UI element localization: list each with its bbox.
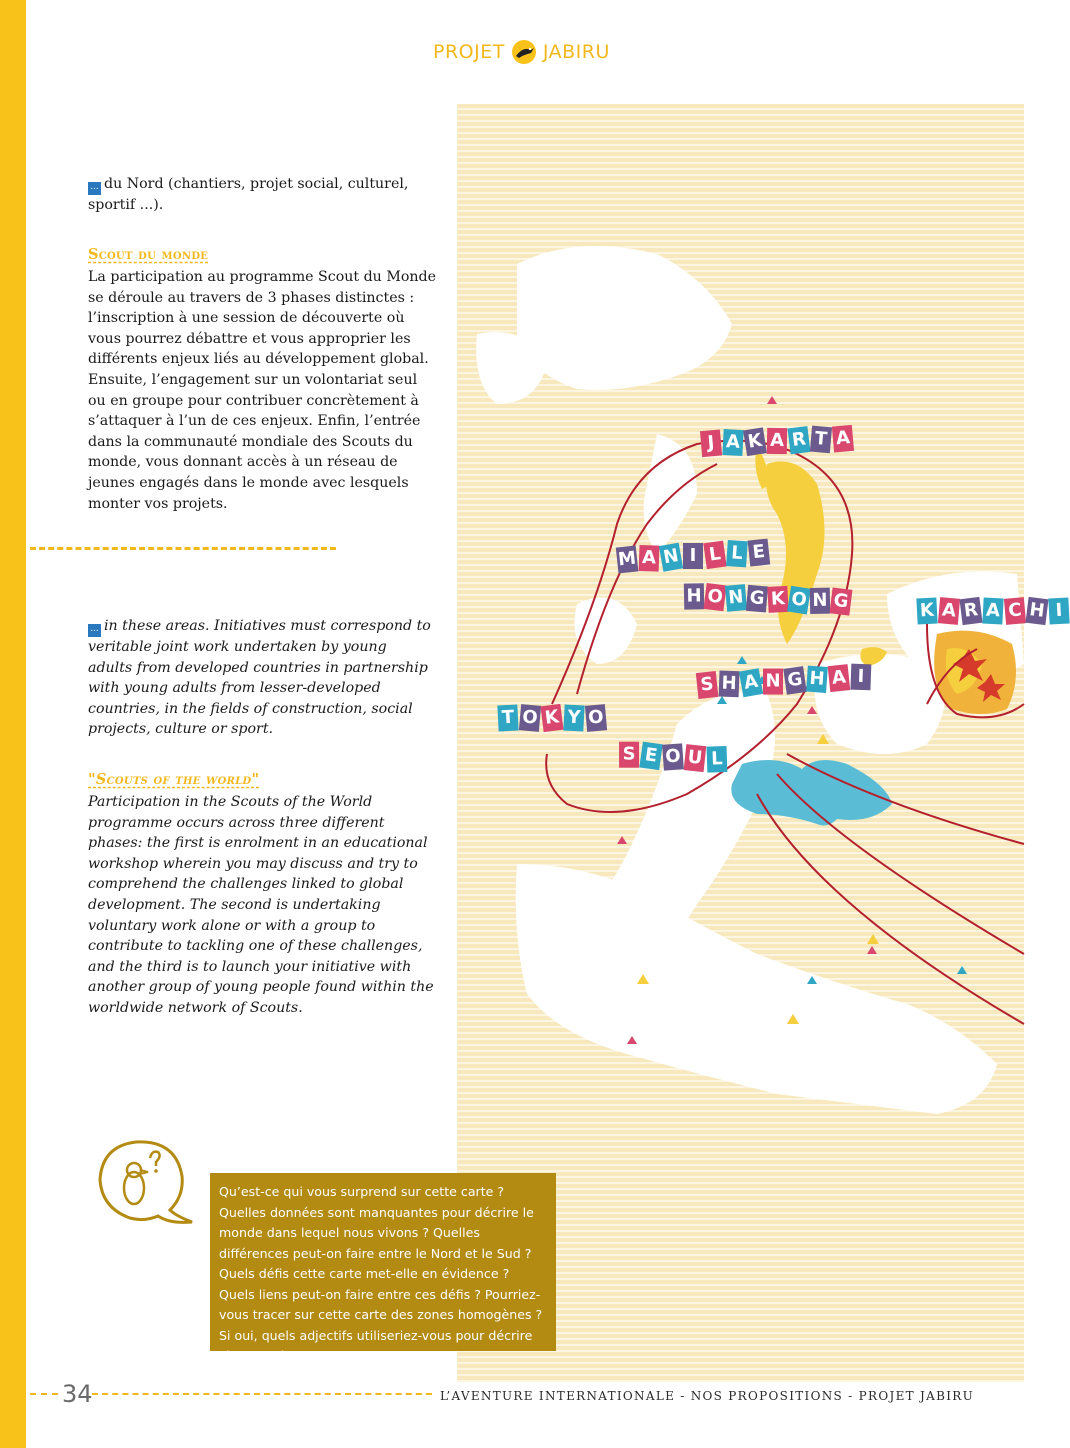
city-letter-tile: S (619, 742, 639, 768)
city-letter-tile: G (829, 587, 852, 615)
city-letter-tile: A (639, 545, 660, 572)
city-letter-tile: A (828, 664, 851, 692)
city-letter-tile: H (806, 666, 828, 693)
city-letter-tile: A (938, 597, 960, 625)
city-letter-tile: Y (563, 704, 584, 731)
city-letter-tile: N (725, 584, 747, 612)
en-section-heading: "Scouts of the world" (88, 771, 260, 788)
city-letter-tile: C (1004, 597, 1026, 625)
city-letter-tile: M (616, 545, 639, 573)
text-marker: ... (88, 182, 101, 195)
city-letter-tile: A (739, 668, 763, 697)
city-letter-tile: O (787, 586, 811, 615)
fr-intro-text: du Nord (chantiers, projet social, culturel, sportif ...). (88, 176, 409, 213)
header-left-text: PROJET (433, 41, 505, 63)
city-letter-tile: E (748, 539, 771, 567)
city-letter-tile: T (497, 704, 518, 731)
fr-section (88, 246, 438, 514)
left-accent-bar (0, 0, 26, 1448)
city-label-seoul (618, 741, 727, 773)
city-letter-tile: G (783, 666, 806, 695)
jabiru-bird-logo (511, 38, 537, 66)
city-letter-tile: N (763, 669, 783, 695)
city-letter-tile: A (767, 428, 787, 454)
fr-intro (88, 174, 438, 216)
en-section (88, 771, 436, 1019)
text-marker: ... (88, 624, 101, 637)
city-letter-tile: K (767, 586, 788, 613)
city-letter-tile: A (982, 597, 1003, 624)
footer-dashed-line (92, 1393, 432, 1398)
city-label-tokyo (498, 705, 606, 731)
city-letter-tile: U (684, 744, 707, 772)
city-letter-tile: K (540, 704, 563, 732)
city-letter-tile: N (659, 543, 683, 572)
discussion-questions-text: Qu’est-ce qui vous surprend sur cette carte ? Quelles données sont manquantes pour décrire le monde dans lequel nous vivons ? Quelles différences peut-on faire entre le Nord et le Sud ? Quels défis cette carte met-elle en évidence ? Quels liens peut-on faire entre ces défis ? Pourriez-vous tracer sur cette carte des zones homogènes ? Si oui, quels adjectifs utiliseriez-vous pour décrire chacune de ces zones ? (219, 1184, 543, 1363)
city-letter-tile: L (726, 540, 748, 567)
city-letter-tile: L (703, 541, 726, 570)
fr-section-heading: Scout du monde (88, 246, 209, 263)
city-letter-tile: K (743, 427, 767, 456)
city-letter-tile: O (585, 704, 607, 732)
city-letter-tile: I (1048, 597, 1069, 624)
city-letter-tile: R (959, 597, 982, 625)
city-letter-tile: H (1025, 597, 1048, 625)
en-intro (88, 616, 433, 740)
city-label-jakarta (701, 425, 854, 456)
fr-section-body: La participation au programme Scout du Monde se déroule au travers de 3 phases distinctes : l’inscription à une session de découverte où vous pourrez débattre et vous approprier les différents enjeux liés au développement global. Ensuite, l’engagement sur un volontariat seul ou en groupe pour contribuer concrètement à s’attaquer à l’un de ces enjeux. Enfin, l’entrée dans la communauté mondiale des Scouts du monde, vous donnant accès à un réseau de jeunes engagés dans le monde avec lesquels monter vos projets. (88, 269, 437, 512)
city-letter-tile: K (916, 597, 937, 624)
thinking-bird-icon (96, 1136, 206, 1231)
discussion-questions-box (210, 1173, 556, 1363)
city-letter-tile: R (787, 426, 810, 454)
en-section-body: Participation in the Scouts of the World programme occurs across three different phases: the first is enrolment in an educational workshop wherein you may discuss and try to comprehend the challenges linked to global development. The second is undertaking voluntary work alone or with a group to contribute to tackling one of these challenges, and the third is to launch your initiative with another group of young people found within the worldwide network of Scouts. (88, 794, 434, 1016)
city-letter-tile: N (810, 588, 830, 614)
city-letter-tile: A (832, 425, 854, 453)
en-intro-text: in these areas. Initiatives must correspond to veritable joint work undertaken by young adults from developed countries in partnership with young adults from lesser-developed countries, in the fields of construction, social projects, culture or sport. (88, 618, 431, 738)
footer-title: L’AVENTURE INTERNATIONALE - NOS PROPOSITIONS - PROJET JABIRU (440, 1389, 975, 1403)
city-letter-tile: T (810, 426, 832, 454)
city-letter-tile: O (662, 743, 684, 770)
city-letter-tile: I (850, 664, 871, 691)
city-letter-tile: I (683, 543, 703, 569)
section-divider (30, 547, 336, 554)
city-letter-tile: O (704, 583, 727, 611)
page-number: 34 (62, 1380, 93, 1408)
city-letter-tile: G (746, 585, 768, 613)
city-letter-tile: J (700, 429, 722, 457)
city-letter-tile: H (719, 671, 740, 698)
city-letter-tile: E (639, 742, 662, 771)
city-letter-tile: L (706, 746, 727, 773)
city-letter-tile: H (684, 583, 704, 609)
city-letter-tile: A (722, 429, 743, 456)
city-letter-tile: S (696, 671, 719, 699)
header-right-text: JABIRU (542, 41, 610, 63)
city-letter-tile: O (519, 704, 541, 732)
city-label-karachi (917, 598, 1069, 624)
footer-dashed-line-left (30, 1393, 58, 1398)
page-header (433, 38, 610, 66)
